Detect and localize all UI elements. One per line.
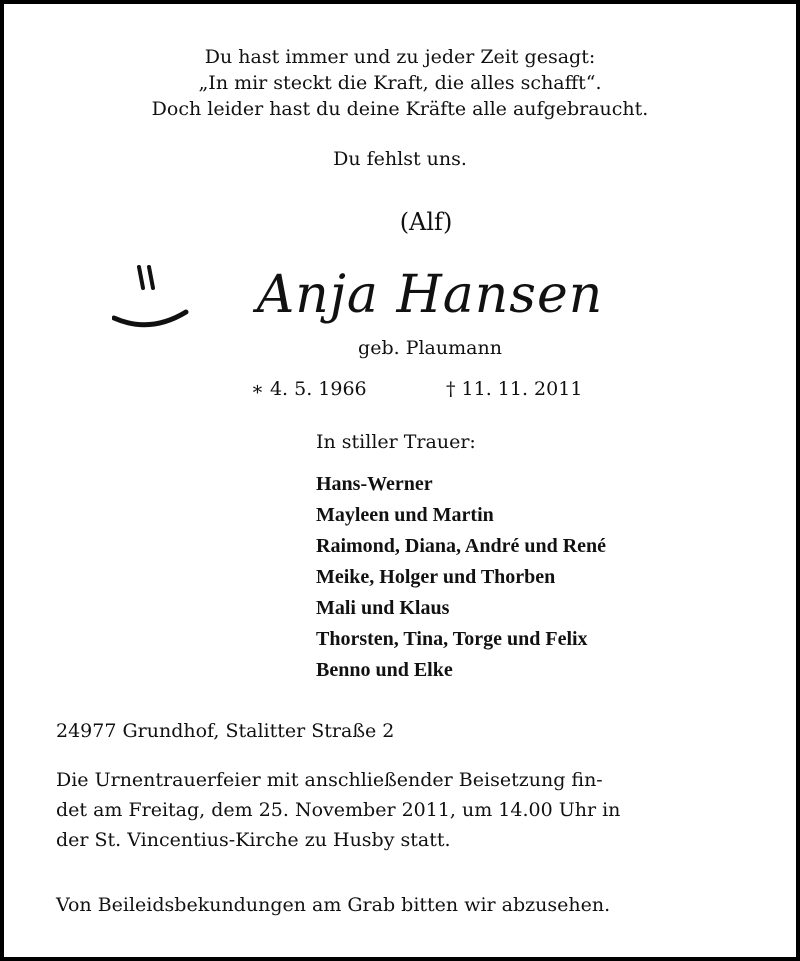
death-date: † 11. 11. 2011: [446, 378, 583, 400]
miss-line: Du fehlst uns.: [333, 148, 467, 170]
mourner-name: Benno und Elke: [316, 659, 453, 681]
poem-line: „In mir steckt die Kraft, die alles schafft“.: [198, 72, 602, 94]
ceremony-notice: [56, 765, 620, 855]
smiley-icon: [112, 262, 192, 338]
deceased-name: Anja Hansen: [256, 265, 604, 325]
condolence-note: Von Beileidsbekundungen am Grab bitten wir abzusehen.: [56, 894, 611, 916]
nickname: (Alf): [399, 208, 453, 236]
mourner-name: Mayleen und Martin: [316, 504, 494, 526]
maiden-name: geb. Plaumann: [358, 337, 502, 359]
mourner-name: Meike, Holger und Thorben: [316, 566, 556, 588]
ceremony-line: der St. Vincentius-Kirche zu Husby statt.: [56, 829, 451, 851]
mourners-list: [316, 469, 606, 686]
mourner-name: Hans-Werner: [316, 473, 433, 495]
mourner-name: Thorsten, Tina, Torge und Felix: [316, 628, 588, 650]
mourner-name: Mali und Klaus: [316, 597, 450, 619]
poem-line: Du hast immer und zu jeder Zeit gesagt:: [204, 46, 596, 68]
mourning-heading: In stiller Trauer:: [316, 431, 476, 453]
birth-date: ∗ 4. 5. 1966: [251, 378, 367, 400]
poem: [0, 44, 800, 122]
address: 24977 Grundhof, Stalitter Straße 2: [56, 720, 395, 742]
poem-line: Doch leider hast du deine Kräfte alle aufgebraucht.: [151, 98, 649, 120]
ceremony-line: Die Urnentrauerfeier mit anschließender Beisetzung fin-: [56, 769, 603, 791]
mourner-name: Raimond, Diana, André und René: [316, 535, 607, 557]
ceremony-line: det am Freitag, dem 25. November 2011, um 14.00 Uhr in: [56, 799, 621, 821]
